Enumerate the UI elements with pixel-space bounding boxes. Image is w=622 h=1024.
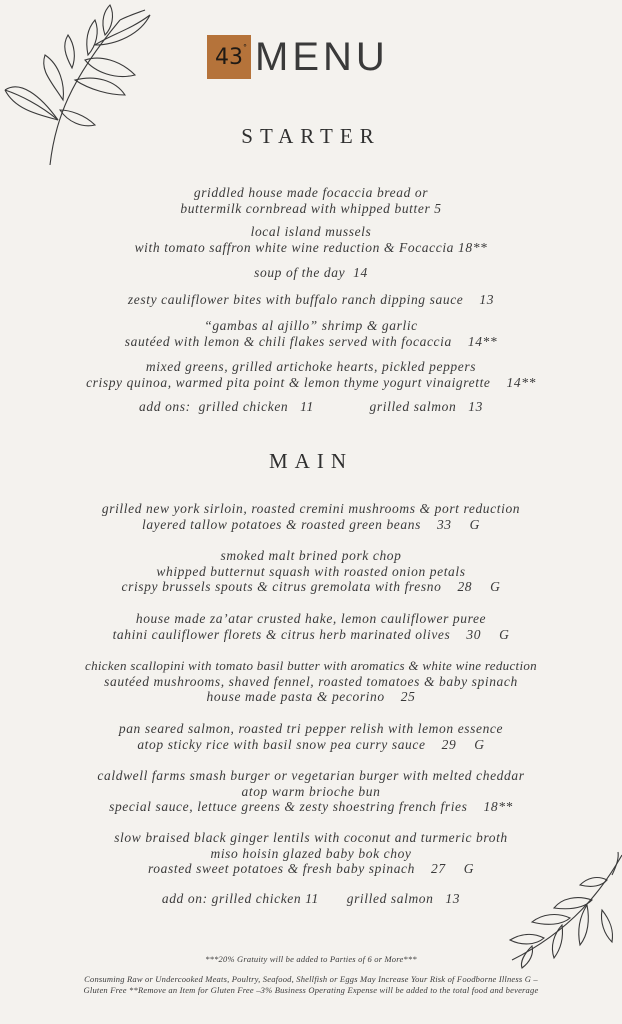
starter-item xyxy=(0,185,622,216)
main-addons: add on: grilled chicken 11 grilled salmon 13 xyxy=(161,891,461,906)
main-section-title: MAIN xyxy=(269,449,353,473)
item-text: crispy quinoa, warmed pita point & lemon thyme yogurt vinaigrette xyxy=(86,374,491,390)
item-price: 14** xyxy=(506,374,536,390)
item-line: chicken scallopini with tomato basil butter with aromatics & white wine reduction xyxy=(85,658,537,673)
item-line xyxy=(0,737,622,753)
item-text: tahini cauliflower florets & citrus herb marinated olives xyxy=(112,626,451,642)
item-line xyxy=(0,292,622,308)
item-line: house made za’atar crusted hake, lemon cauliflower puree xyxy=(135,611,487,626)
main-item xyxy=(0,501,622,532)
item-line: “gambas al ajillo” shrimp & garlic xyxy=(204,318,418,333)
starter-item xyxy=(0,265,622,281)
item-price: 33 xyxy=(436,516,452,532)
main-item xyxy=(0,658,622,705)
item-line: sautéed mushrooms, shaved fennel, roasted tomatoes & baby spinach xyxy=(104,673,518,689)
item-line: mixed greens, grilled artichoke hearts, pickled peppers xyxy=(145,359,477,374)
starter-section-title: STARTER xyxy=(241,124,381,148)
item-line xyxy=(0,799,622,815)
starter-item xyxy=(0,224,622,255)
gluten-free-tag: G xyxy=(474,736,485,752)
item-line: whipped butternut squash with roasted onion petals xyxy=(156,563,466,579)
gluten-free-tag: G xyxy=(490,579,501,594)
main-item xyxy=(0,830,622,877)
item-line xyxy=(0,334,622,350)
disclaimer-line: Consuming Raw or Undercooked Meats, Poultry, Seafood, Shellfish or Eggs May Increase Your Risk of Foodborne Illness G – xyxy=(84,974,538,984)
menu-header xyxy=(207,35,389,79)
item-line xyxy=(0,579,622,595)
item-line: local island mussels xyxy=(250,224,372,239)
item-text: zesty cauliflower bites with buffalo ranch dipping sauce xyxy=(127,292,464,307)
logo-number: 43 xyxy=(215,44,243,70)
item-price: 14** xyxy=(467,333,498,349)
item-line: griddled house made focaccia bread or xyxy=(193,185,429,200)
item-price: 13 xyxy=(479,292,495,307)
item-price: 30 xyxy=(466,626,482,642)
starter-addons: add ons: grilled chicken 11 grilled salmon 13 xyxy=(139,399,483,414)
starter-item xyxy=(0,318,622,349)
item-text: sautéed with lemon & chili flakes served with focaccia xyxy=(124,333,452,349)
gluten-free-tag: G xyxy=(469,516,481,532)
item-line: caldwell farms smash burger or vegetarian burger with melted cheddar xyxy=(97,768,525,783)
item-price: 25 xyxy=(400,689,416,704)
restaurant-logo xyxy=(207,35,251,79)
main-item xyxy=(0,721,622,752)
item-text: house made pasta & pecorino xyxy=(206,689,385,704)
item-line xyxy=(0,517,622,533)
item-text: layered tallow potatoes & roasted green beans xyxy=(141,516,421,532)
item-line xyxy=(0,375,622,391)
item-line xyxy=(0,627,622,643)
gluten-free-tag: G xyxy=(463,861,475,876)
item-price: 29 xyxy=(441,736,457,752)
starter-item xyxy=(0,292,622,308)
main-item xyxy=(0,768,622,815)
item-line xyxy=(0,689,622,705)
main-item xyxy=(0,611,622,642)
logo-degree: ° xyxy=(243,43,247,52)
item-line: pan seared salmon, roasted tri pepper relish with lemon essence xyxy=(118,721,504,736)
menu-title: MENU xyxy=(255,34,389,79)
item-text: roasted sweet potatoes & fresh baby spinach xyxy=(147,861,415,876)
item-line: atop warm brioche bun xyxy=(241,783,381,799)
item-price: 28 xyxy=(457,579,473,594)
gluten-free-tag: G xyxy=(499,626,510,642)
item-line: soup of the day 14 xyxy=(254,265,368,280)
item-line: with tomato saffron white wine reduction & Focaccia 18** xyxy=(134,239,488,255)
item-line: smoked malt brined pork chop xyxy=(220,548,402,563)
gratuity-note: ***20% Gratuity will be added to Parties of 6 or More*** xyxy=(205,954,417,964)
item-price: 18** xyxy=(483,799,513,814)
item-price: 27 xyxy=(430,861,446,876)
item-line: slow braised black ginger lentils with coconut and turmeric broth xyxy=(114,830,508,845)
item-line xyxy=(0,861,622,877)
item-line: grilled new york sirloin, roasted cremini mushrooms & port reduction xyxy=(101,501,521,516)
item-line: buttermilk cornbread with whipped butter 5 xyxy=(180,200,442,216)
item-text: crispy brussels spouts & citrus gremolata with fresno xyxy=(121,579,442,594)
disclaimer-line: Gluten Free **Remove an Item for Gluten Free –3% Business Operating Expense will be added to the total food and beverage xyxy=(83,985,539,995)
item-line: miso hoisin glazed baby bok choy xyxy=(210,845,412,861)
item-text: special sauce, lettuce greens & zesty shoestring french fries xyxy=(109,799,468,814)
main-item xyxy=(0,548,622,595)
starter-item xyxy=(0,359,622,390)
item-text: atop sticky rice with basil snow pea curry sauce xyxy=(137,736,426,752)
